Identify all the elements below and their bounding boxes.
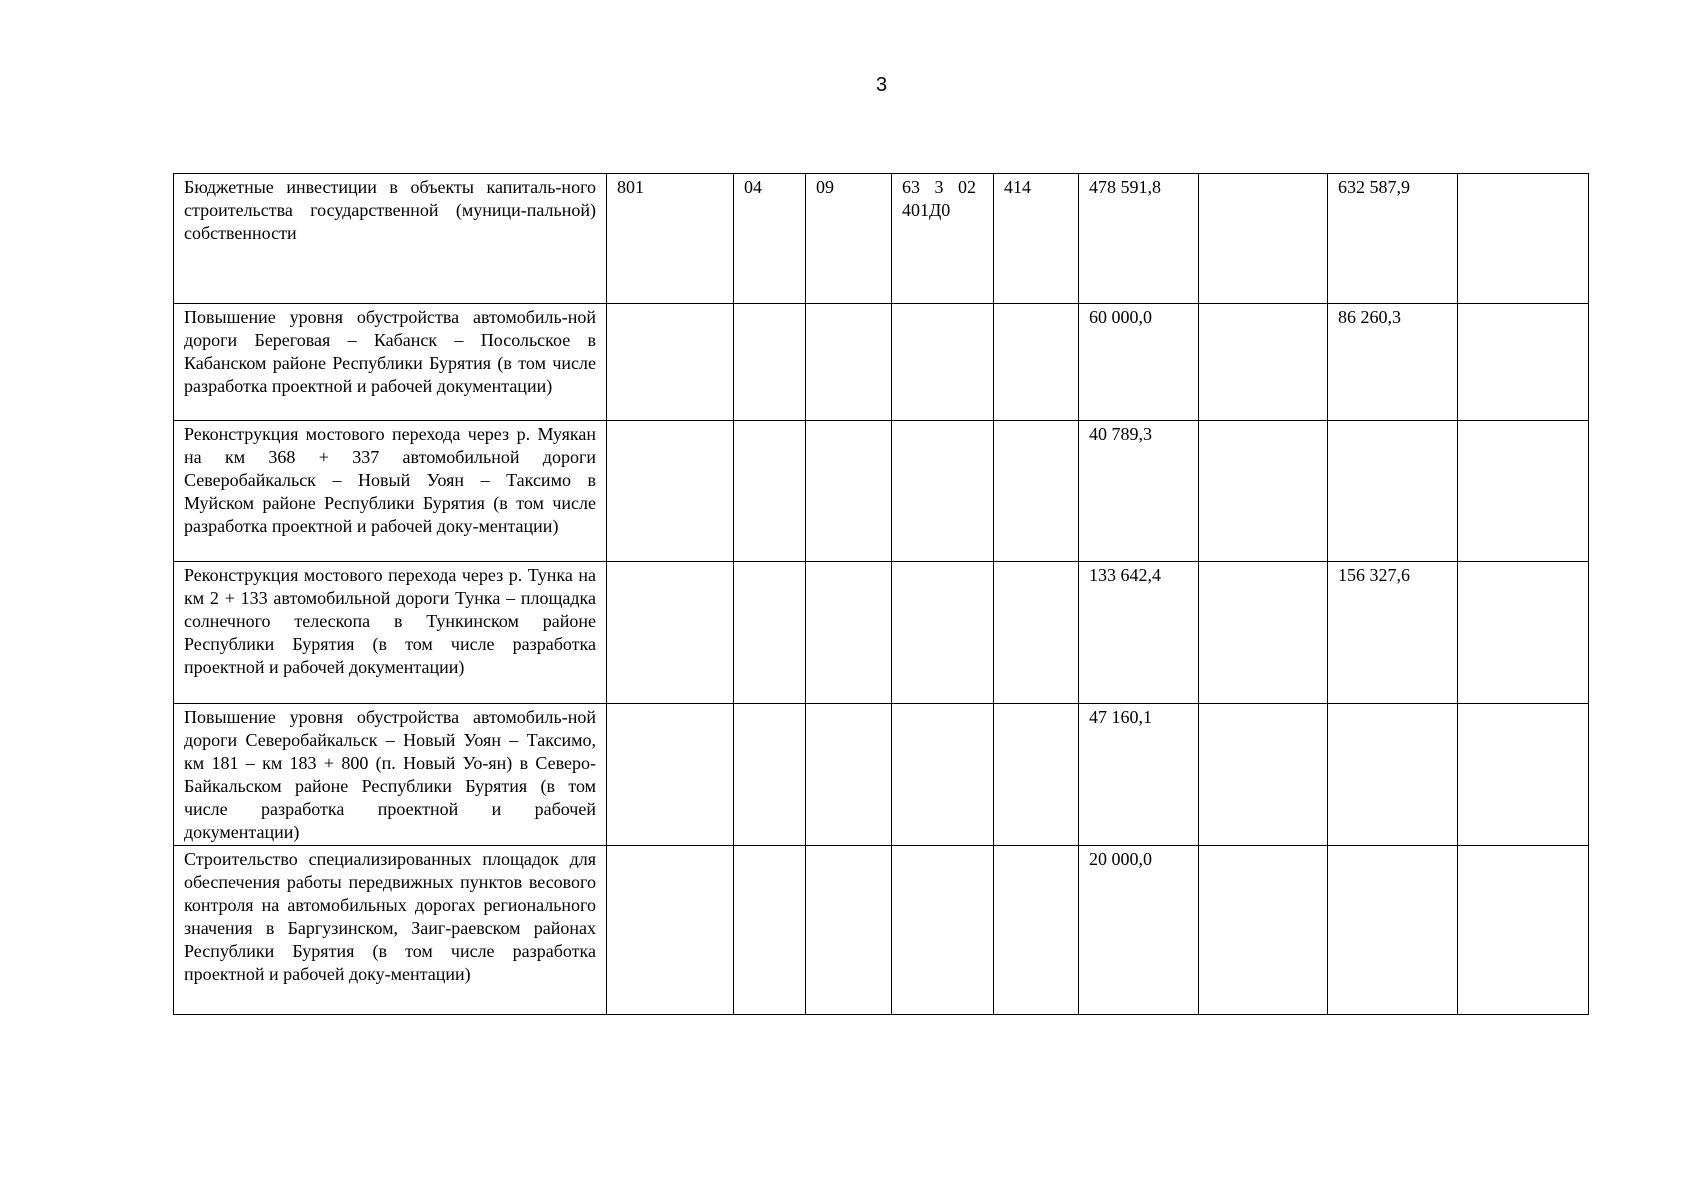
amount-4 [1458, 562, 1589, 704]
table-row [174, 304, 1589, 421]
table-row [174, 704, 1589, 846]
ministry-code [607, 421, 734, 562]
section-code [734, 846, 806, 1015]
subsection-code [806, 704, 892, 846]
subsection-code: 09 [806, 174, 892, 304]
expense-type-code [994, 704, 1079, 846]
amount-3 [1328, 846, 1458, 1015]
amount-2 [1199, 562, 1328, 704]
amount-1: 20 000,0 [1079, 846, 1199, 1015]
target-article-code [892, 704, 994, 846]
section-code [734, 421, 806, 562]
amount-2 [1199, 846, 1328, 1015]
section-code [734, 304, 806, 421]
amount-1: 478 591,8 [1079, 174, 1199, 304]
ministry-code: 801 [607, 174, 734, 304]
amount-1: 40 789,3 [1079, 421, 1199, 562]
amount-3: 156 327,6 [1328, 562, 1458, 704]
amount-2 [1199, 704, 1328, 846]
amount-3: 86 260,3 [1328, 304, 1458, 421]
row-description: Реконструкция мостового перехода через р. Муякан на км 368 + 337 автомобильной дороги Северобайкальск – Новый Уоян – Таксимо в Муйском районе Республики Бурятия (в том числе разработка проектной и рабочей доку-ментации) [174, 421, 607, 562]
expense-type-code [994, 421, 1079, 562]
expense-type-code: 414 [994, 174, 1079, 304]
amount-2 [1199, 304, 1328, 421]
amount-4 [1458, 174, 1589, 304]
row-description: Повышение уровня обустройства автомобиль-ной дороги Северобайкальск – Новый Уоян – Таксимо, км 181 – км 183 + 800 (п. Новый Уо-ян) в Северо-Байкальском районе Республики Бурятия (в том числе разработка проектной и рабочей документации) [174, 704, 607, 846]
amount-4 [1458, 704, 1589, 846]
ministry-code [607, 304, 734, 421]
subsection-code [806, 421, 892, 562]
target-article-code [892, 421, 994, 562]
target-article-code [892, 304, 994, 421]
row-description: Реконструкция мостового перехода через р. Тунка на км 2 + 133 автомобильной дороги Тунка – площадка солнечного телескопа в Тункинском районе Республики Бурятия (в том числе разработка проектной и рабочей документации) [174, 562, 607, 704]
subsection-code [806, 304, 892, 421]
section-code [734, 562, 806, 704]
row-description: Повышение уровня обустройства автомобиль-ной дороги Береговая – Кабанск – Посольское в Кабанском районе Республики Бурятия (в том числе разработка проектной и рабочей документации) [174, 304, 607, 421]
amount-2 [1199, 421, 1328, 562]
amount-4 [1458, 846, 1589, 1015]
subsection-code [806, 846, 892, 1015]
subsection-code [806, 562, 892, 704]
amount-3 [1328, 421, 1458, 562]
target-article-code [892, 846, 994, 1015]
section-code: 04 [734, 174, 806, 304]
ministry-code [607, 704, 734, 846]
amount-4 [1458, 421, 1589, 562]
amount-2 [1199, 174, 1328, 304]
amount-1: 47 160,1 [1079, 704, 1199, 846]
expense-type-code [994, 304, 1079, 421]
table-row [174, 846, 1589, 1015]
expense-type-code [994, 846, 1079, 1015]
section-code [734, 704, 806, 846]
row-description: Бюджетные инвестиции в объекты капиталь-ного строительства государственной (муници-пальной) собственности [174, 174, 607, 304]
amount-1: 133 642,4 [1079, 562, 1199, 704]
target-article-code: 63 3 02 401Д0 [892, 174, 994, 304]
table-row [174, 562, 1589, 704]
ministry-code [607, 562, 734, 704]
table-row [174, 421, 1589, 562]
amount-1: 60 000,0 [1079, 304, 1199, 421]
expense-type-code [994, 562, 1079, 704]
budget-table [173, 173, 1589, 1015]
page-number: 3 [875, 74, 888, 96]
amount-3: 632 587,9 [1328, 174, 1458, 304]
amount-3 [1328, 704, 1458, 846]
target-article-code [892, 562, 994, 704]
ministry-code [607, 846, 734, 1015]
row-description: Строительство специализированных площадок для обеспечения работы передвижных пунктов весового контроля на автомобильных дорогах регионального значения в Баргузинском, Заиг-раевском районах Республики Бурятия (в том числе разработка проектной и рабочей доку-ментации) [174, 846, 607, 1015]
amount-4 [1458, 304, 1589, 421]
table-row [174, 174, 1589, 304]
